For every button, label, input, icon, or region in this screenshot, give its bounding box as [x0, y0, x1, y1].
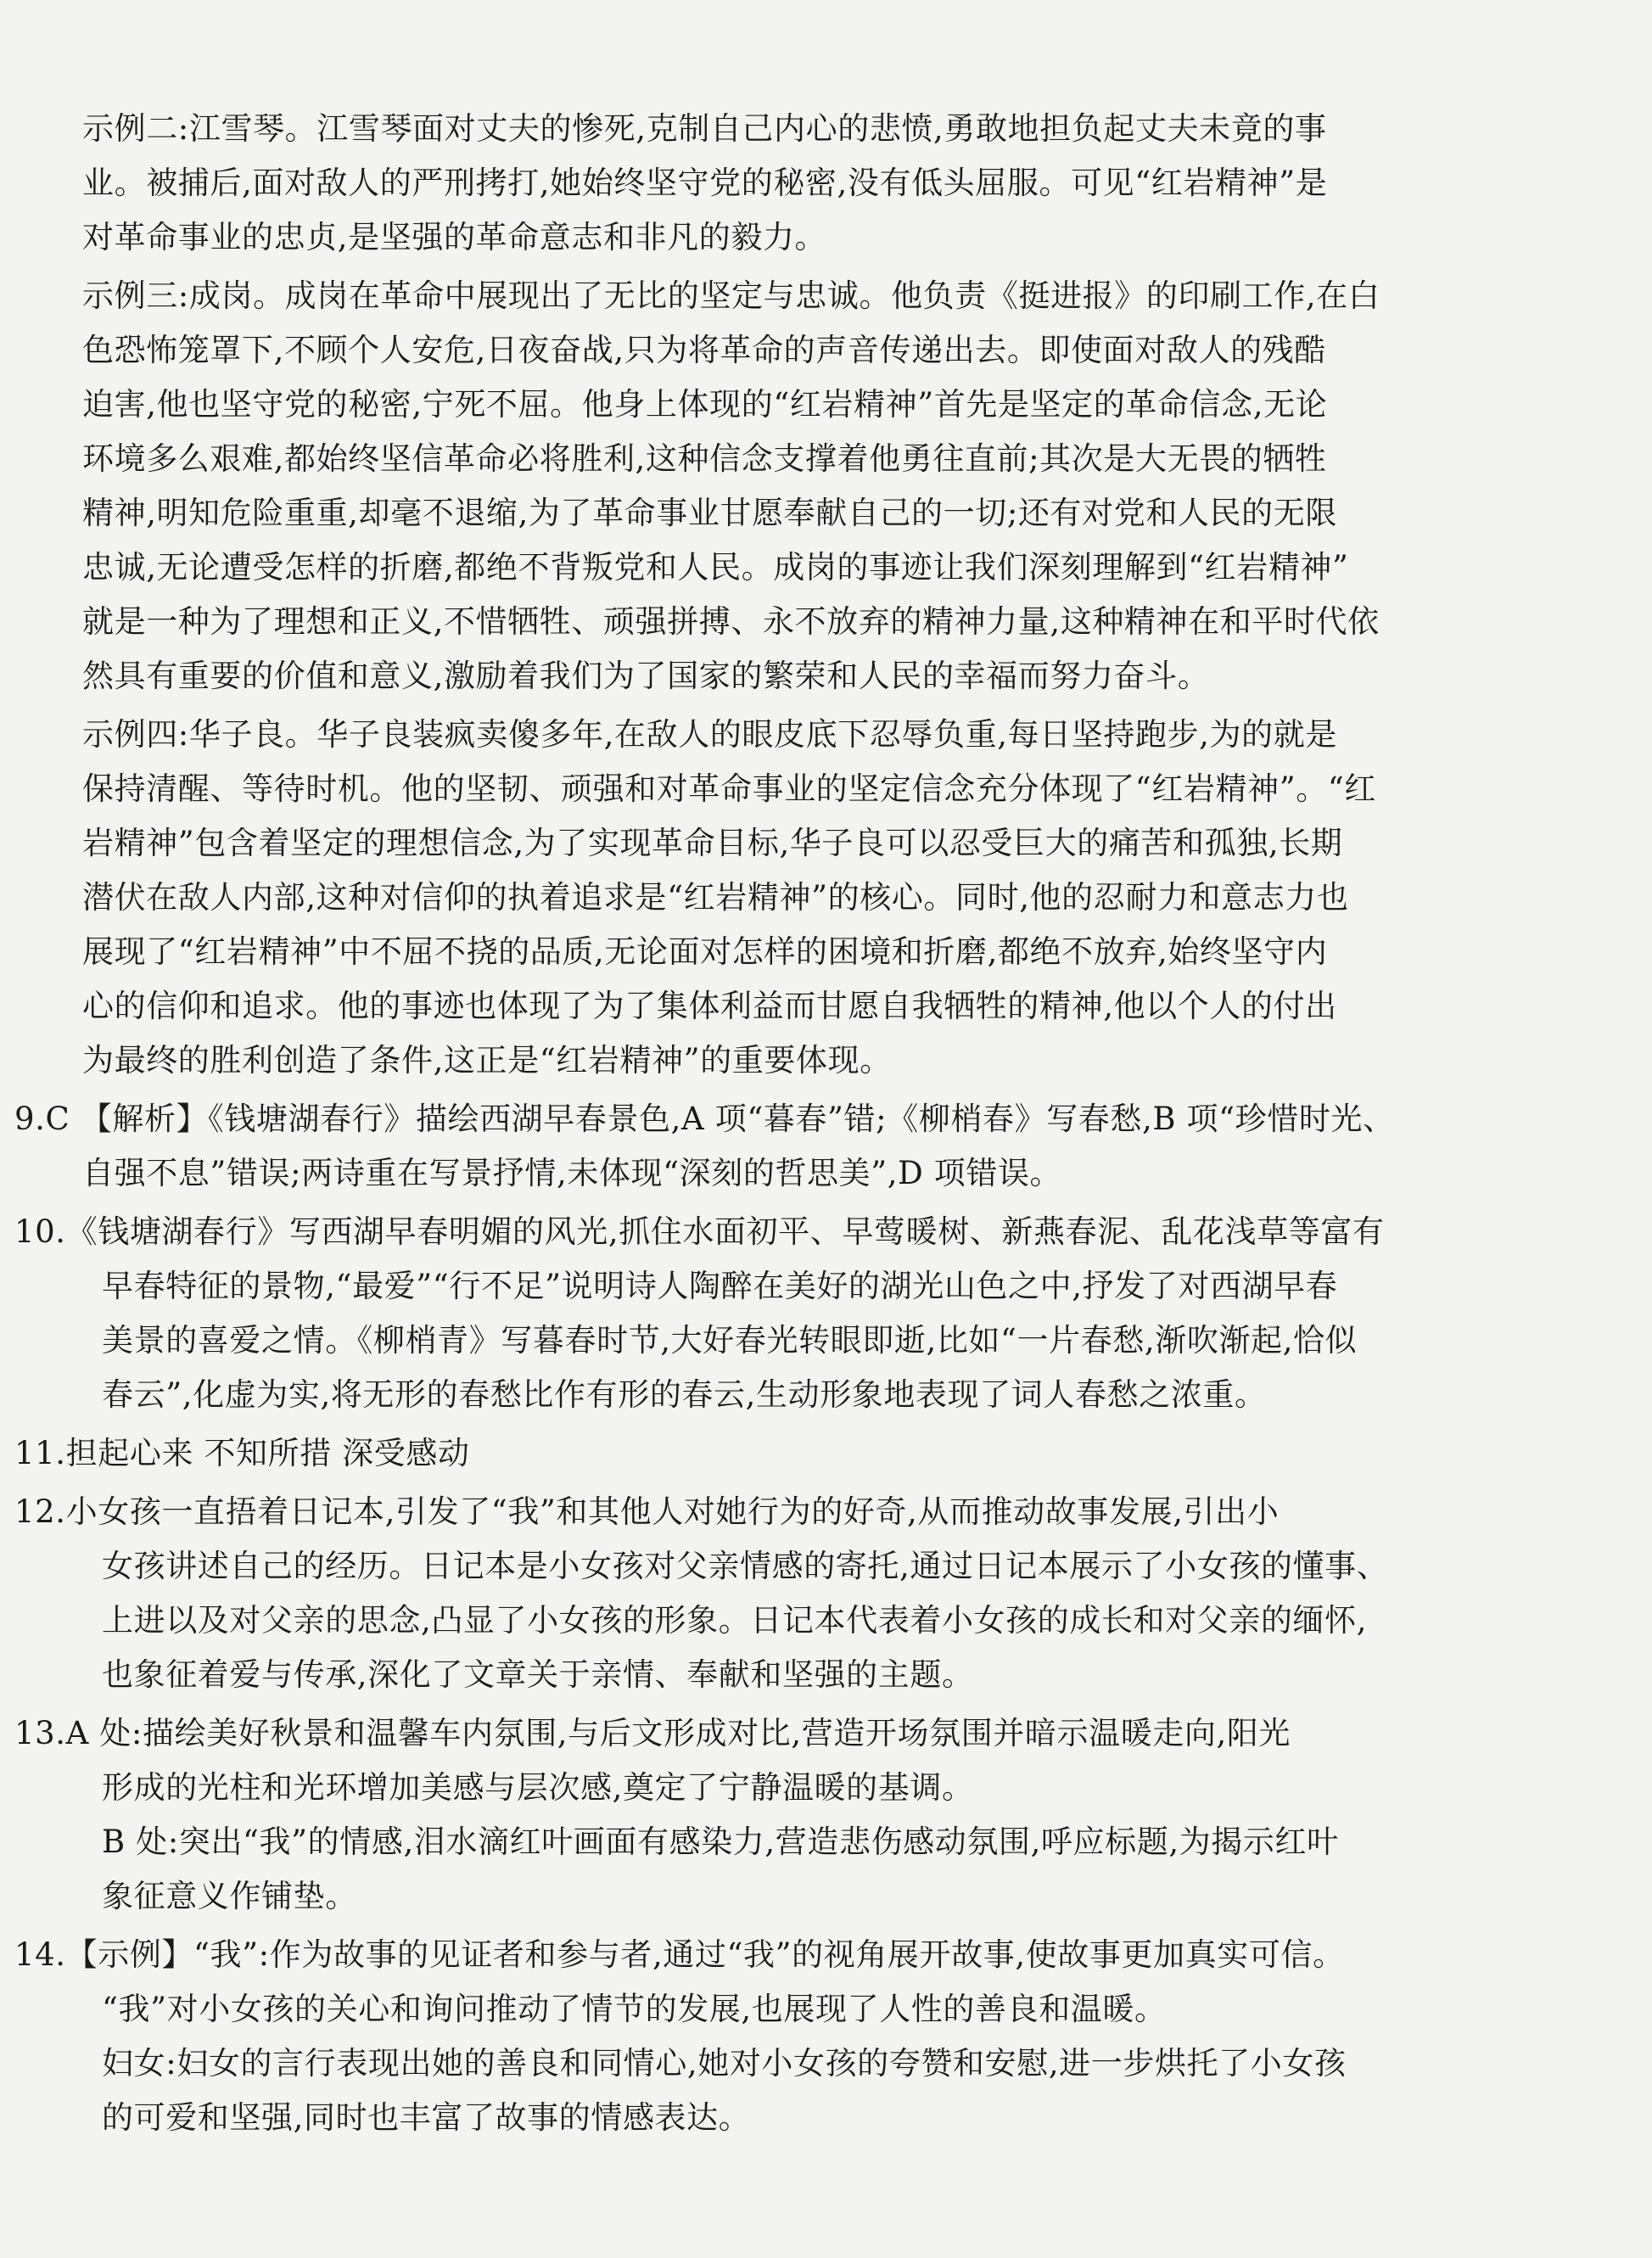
answer-10-line-1: 10.《钱塘湖春行》写西湖早春明媚的风光,抓住水面初平、早莺暖树、新燕春泥、乱花浅草等富有 — [14, 1213, 1385, 1250]
example-3-line-6: 忠诚,无论遭受怎样的折磨,都绝不背叛党和人民。成岗的事迹让我们深刻理解到“红岩精神” — [82, 549, 1349, 586]
answer-12-line-2: 女孩讲述自己的经历。日记本是小女孩对父亲情感的寄托,通过日记本展示了小女孩的懂事、 — [102, 1548, 1389, 1584]
answer-14-line-4: 的可爱和坚强,同时也丰富了故事的情感表达。 — [102, 2099, 751, 2136]
example-4-line-7: 为最终的胜利创造了条件,这正是“红岩精神”的重要体现。 — [82, 1042, 892, 1079]
example-2-line-2: 业。被捕后,面对敌人的严刑拷打,她始终坚守党的秘密,没有低头屈服。可见“红岩精神”是 — [82, 165, 1328, 201]
example-4-line-6: 心的信仰和追求。他的事迹也体现了为了集体利益而甘愿自我牺牲的精神,他以个人的付出 — [82, 988, 1337, 1024]
example-3-line-3: 迫害,他也坚守党的秘密,宁死不屈。他身上体现的“红岩精神”首先是坚定的革命信念,无论 — [82, 386, 1328, 423]
example-4-line-4: 潜伏在敌人内部,这种对信仰的执着追求是“红岩精神”的核心。同时,他的忍耐力和意志力也 — [82, 879, 1349, 916]
example-3-line-2: 色恐怖笼罩下,不顾个人安危,日夜奋战,只为将革命的声音传递出去。即使面对敌人的残酷 — [82, 332, 1326, 368]
answer-10-line-3: 美景的喜爱之情。《柳梢青》写暮春时节,大好春光转眼即逝,比如“一片春愁,渐吹渐起,恰似 — [102, 1322, 1358, 1359]
answer-14-line-2: “我”对小女孩的关心和询问推动了情节的发展,也展现了人性的善良和温暖。 — [102, 1991, 1167, 2027]
answer-13-line-2: 形成的光柱和光环增加美感与层次感,奠定了宁静温暖的基调。 — [102, 1769, 974, 1806]
example-3-line-8: 然具有重要的价值和意义,激励着我们为了国家的繁荣和人民的幸福而努力奋斗。 — [82, 658, 1210, 694]
example-4-line-2: 保持清醒、等待时机。他的坚韧、顽强和对革命事业的坚定信念充分体现了“红岩精神”。“红 — [82, 770, 1376, 807]
example-3-line-4: 环境多么艰难,都始终坚信革命必将胜利,这种信念支撑着他勇往直前;其次是大无畏的牺牲 — [82, 440, 1327, 477]
answer-13-line-1: 13.A 处:描绘美好秋景和温馨车内氛围,与后文形成对比,营造开场氛围并暗示温暖走向,阳光 — [14, 1715, 1291, 1751]
example-3-line-1: 示例三:成岗。成岗在革命中展现出了无比的坚定与忠诚。他负责《挺进报》的印刷工作,在白 — [82, 277, 1380, 314]
example-2-line-1: 示例二:江雪琴。江雪琴面对丈夫的惨死,克制自己内心的悲愤,勇敢地担负起丈夫未竟的事 — [82, 110, 1327, 147]
answer-9-line-1: 9.C 【解析】《钱塘湖春行》描绘西湖早春景色,A 项“暮春”错;《柳梢春》写春愁,B 项“珍惜时光、 — [14, 1101, 1395, 1137]
example-2-line-3: 对革命事业的忠贞,是坚强的革命意志和非凡的毅力。 — [82, 219, 827, 255]
answer-13-line-4: 象征意义作铺垫。 — [102, 1878, 357, 1914]
answer-12-line-1: 12.小女孩一直捂着日记本,引发了“我”和其他人对她行为的好奇,从而推动故事发展,引出小 — [14, 1493, 1280, 1530]
example-3-line-7: 就是一种为了理想和正义,不惜牺牲、顽强拼搏、永不放弃的精神力量,这种精神在和平时代依 — [82, 603, 1380, 640]
answer-9-line-2: 自强不息”错误;两诗重在写景抒情,未体现“深刻的哲思美”,D 项错误。 — [82, 1155, 1062, 1191]
example-4-line-5: 展现了“红岩精神”中不屈不挠的品质,无论面对怎样的困境和折磨,都绝不放弃,始终坚守内 — [82, 933, 1328, 970]
example-4-line-1: 示例四:华子良。华子良装疯卖傻多年,在敌人的眼皮底下忍辱负重,每日坚持跑步,为的就是 — [82, 716, 1337, 753]
answer-14-line-1: 14.【示例】“我”:作为故事的见证者和参与者,通过“我”的视角展开故事,使故事更加真实可信。 — [14, 1936, 1345, 1973]
answer-12-line-3: 上进以及对父亲的思念,凸显了小女孩的形象。日记本代表着小女孩的成长和对父亲的缅怀, — [102, 1602, 1368, 1639]
answer-10-line-2: 早春特征的景物,“最爱”“行不足”说明诗人陶醉在美好的湖光山色之中,抒发了对西湖早春 — [102, 1268, 1338, 1304]
answer-12-line-4: 也象征着爱与传承,深化了文章关于亲情、奉献和坚强的主题。 — [102, 1656, 974, 1693]
answer-14-line-3: 妇女:妇女的言行表现出她的善良和同情心,她对小女孩的夸赞和安慰,进一步烘托了小女孩 — [102, 2045, 1347, 2082]
example-4-line-3: 岩精神”包含着坚定的理想信念,为了实现革命目标,华子良可以忍受巨大的痛苦和孤独,长期 — [82, 825, 1343, 861]
answer-13-line-3: B 处:突出“我”的情感,泪水滴红叶画面有感染力,营造悲伤感动氛围,呼应标题,为揭示红叶 — [102, 1824, 1339, 1860]
answer-10-line-4: 春云”,化虚为实,将无形的春愁比作有形的春云,生动形象地表现了词人春愁之浓重。 — [102, 1376, 1267, 1413]
answer-11: 11.担起心来 不知所措 深受感动 — [14, 1435, 470, 1471]
example-3-line-5: 精神,明知危险重重,却毫不退缩,为了革命事业甘愿奉献自己的一切;还有对党和人民的无限 — [82, 495, 1337, 531]
